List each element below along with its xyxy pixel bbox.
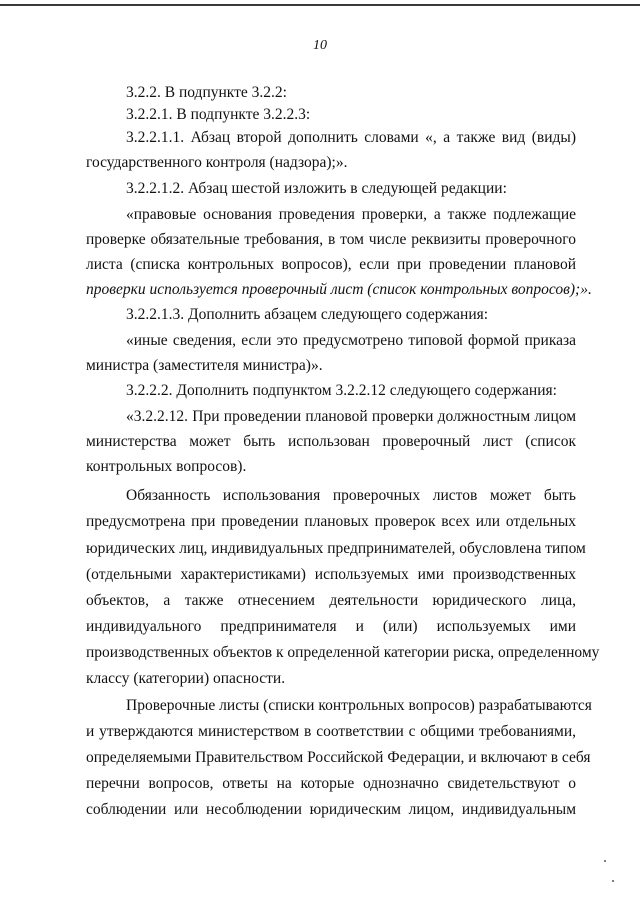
text-line: 3.2.2.1.3. Дополнить абзацем следующего содержания: (126, 306, 489, 323)
text-line: классу (категории) опасности. (86, 670, 286, 687)
top-rule (0, 4, 640, 6)
text-line: министра (заместителя министра)». (86, 357, 323, 374)
text-line: государственного контроля (надзора);». (86, 154, 348, 171)
text-line: 3.2.2.1. В подпункте 3.2.2.3: (126, 106, 311, 123)
text-line: производственных объектов к определенной категории риска, определенному (86, 644, 600, 661)
text-line: 3.2.2.1.2. Абзац шестой изложить в следующей редакции: (126, 180, 507, 197)
text-line: «3.2.2.12. При проведении плановой проверки должностным лицом (126, 408, 576, 425)
text-line: 3.2.2.2. Дополнить подпунктом 3.2.2.12 следующего содержания: (126, 382, 557, 399)
text-line: индивидуального предпринимателя и (или) используемых ими (86, 618, 576, 635)
text-line: Проверочные листы (списки контрольных вопросов) разрабатываются (126, 697, 592, 714)
text-line: проверки используется проверочный лист (список контрольных вопросов);». (86, 281, 592, 298)
text-line: листа (списка контрольных вопросов), если при проведении плановой (86, 256, 576, 273)
text-line: юридических лиц, индивидуальных предпринимателей, обусловлена типом (86, 540, 586, 557)
text-line: предусмотрена при проведении плановых проверок всех или отдельных (86, 513, 576, 530)
page-number: 10 (313, 38, 327, 53)
text-line: объектов, а также отнесением деятельности юридического лица, (86, 592, 576, 609)
text-line: 3.2.2. В подпункте 3.2.2: (126, 84, 287, 101)
text-line: министерства может быть использован проверочный лист (список (86, 433, 576, 450)
text-line: контрольных вопросов). (86, 458, 247, 475)
text-line: определяемыми Правительством Российской Федерации, и включают в себя (86, 749, 591, 766)
scan-speck (612, 880, 614, 882)
text-line: (отдельными характеристиками) используемых ими производственных (86, 566, 576, 583)
text-line: «правовые основания проведения проверки, а также подлежащие (126, 206, 576, 223)
scan-speck (604, 860, 606, 862)
text-line: перечни вопросов, ответы на которые однозначно свидетельствуют о (86, 775, 576, 792)
text-line: 3.2.2.1.1. Абзац второй дополнить словами «, а также вид (виды) (126, 129, 576, 146)
text-line: Обязанность использования проверочных листов может быть (126, 487, 576, 504)
text-line: соблюдении или несоблюдении юридическим лицом, индивидуальным (86, 801, 576, 818)
text-line: «иные сведения, если это предусмотрено типовой формой приказа (126, 332, 576, 349)
text-line: проверке обязательные требования, в том числе реквизиты проверочного (86, 231, 576, 248)
text-line: и утверждаются министерством в соответствии с общими требованиями, (86, 723, 576, 740)
